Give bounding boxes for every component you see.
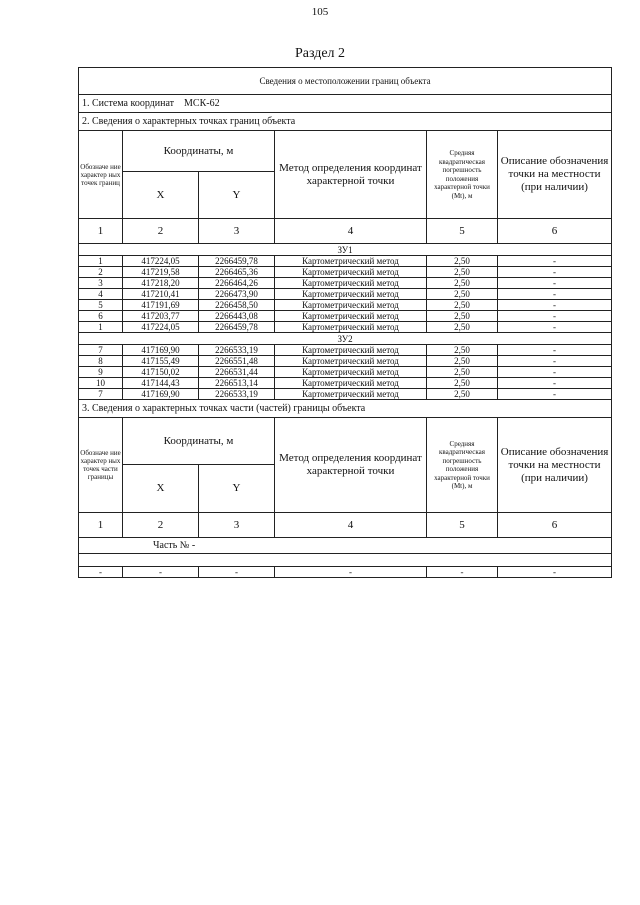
header-description: Описание обозначения точки на местности (при наличии) [498, 131, 612, 219]
column-number: 5 [427, 513, 498, 538]
table-row [79, 378, 612, 389]
table-row [79, 311, 612, 322]
description-cell: - [498, 345, 612, 356]
y-coordinate-cell: 2266533,19 [199, 345, 275, 356]
table-title: Сведения о местоположении границ объекта [79, 68, 612, 95]
boundary-table [78, 67, 612, 578]
section-3-label: 3. Сведения о характерных точках части (частей) границы объекта [79, 400, 612, 418]
error-cell: 2,50 [427, 278, 498, 289]
method-cell: Картометрический метод [275, 289, 427, 300]
column-number: 3 [199, 219, 275, 244]
header-y: Y [199, 172, 275, 219]
header-method: Метод определения координат характерной точки [275, 131, 427, 219]
x-coordinate-cell: 417144,43 [123, 378, 199, 389]
table-row [79, 256, 612, 267]
y-coordinate-cell: 2266459,78 [199, 322, 275, 333]
part-cell: - [275, 567, 427, 578]
error-cell: 2,50 [427, 345, 498, 356]
point-number-cell: 7 [79, 389, 123, 400]
y-coordinate-cell: 2266531,44 [199, 367, 275, 378]
y-coordinate-cell: 2266513,14 [199, 378, 275, 389]
x-coordinate-cell: 417169,90 [123, 345, 199, 356]
description-cell: - [498, 356, 612, 367]
spacer-row [79, 554, 612, 567]
y-coordinate-cell: 2266465,36 [199, 267, 275, 278]
coordinate-system-value: МСК-62 [184, 97, 220, 109]
y-coordinate-cell: 2266458,50 [199, 300, 275, 311]
header-description: Описание обозначения точки на местности (при наличии) [498, 418, 612, 513]
header-error: Средняя квадратическая погрешность положения характерной точки (Mt), м [427, 131, 498, 219]
header-error: Средняя квадратическая погрешность положения характерной точки (Mt), м [427, 418, 498, 513]
method-cell: Картометрический метод [275, 356, 427, 367]
header-coordinates: Координаты, м [123, 418, 275, 465]
description-cell: - [498, 378, 612, 389]
table-row [79, 300, 612, 311]
point-number-cell: 4 [79, 289, 123, 300]
section-2-label: 2. Сведения о характерных точках границ объекта [79, 113, 612, 131]
table-row [79, 356, 612, 367]
table-row [79, 322, 612, 333]
zone-label: ЗУ1 [79, 244, 612, 256]
header-x: X [123, 465, 199, 513]
point-number-cell: 1 [79, 322, 123, 333]
description-cell: - [498, 267, 612, 278]
y-coordinate-cell: 2266551,48 [199, 356, 275, 367]
description-cell: - [498, 389, 612, 400]
y-coordinate-cell: 2266443,08 [199, 311, 275, 322]
header-point-label: Обозначе ние характер ных точек границ [79, 131, 123, 219]
column-number: 2 [123, 219, 199, 244]
point-number-cell: 10 [79, 378, 123, 389]
x-coordinate-cell: 417191,69 [123, 300, 199, 311]
method-cell: Картометрический метод [275, 378, 427, 389]
error-cell: 2,50 [427, 389, 498, 400]
column-number: 1 [79, 513, 123, 538]
part-cell: - [427, 567, 498, 578]
point-number-cell: 2 [79, 267, 123, 278]
description-cell: - [498, 311, 612, 322]
part-label: Часть № - [79, 538, 612, 554]
y-coordinate-cell: 2266473,90 [199, 289, 275, 300]
column-number: 1 [79, 219, 123, 244]
y-coordinate-cell: 2266464,26 [199, 278, 275, 289]
x-coordinate-cell: 417218,20 [123, 278, 199, 289]
error-cell: 2,50 [427, 300, 498, 311]
error-cell: 2,50 [427, 367, 498, 378]
x-coordinate-cell: 417210,41 [123, 289, 199, 300]
table-row [79, 345, 612, 356]
coordinate-system [79, 95, 612, 113]
method-cell: Картометрический метод [275, 267, 427, 278]
error-cell: 2,50 [427, 311, 498, 322]
header-method: Метод определения координат характерной точки [275, 418, 427, 513]
description-cell: - [498, 289, 612, 300]
zone-label: ЗУ2 [79, 333, 612, 345]
part-cell: - [498, 567, 612, 578]
error-cell: 2,50 [427, 356, 498, 367]
error-cell: 2,50 [427, 378, 498, 389]
column-number: 6 [498, 219, 612, 244]
page-number: 105 [311, 6, 329, 18]
method-cell: Картометрический метод [275, 389, 427, 400]
x-coordinate-cell: 417224,05 [123, 322, 199, 333]
header-x: X [123, 172, 199, 219]
x-coordinate-cell: 417219,58 [123, 267, 199, 278]
column-number: 2 [123, 513, 199, 538]
point-number-cell: 1 [79, 256, 123, 267]
table-row [79, 267, 612, 278]
error-cell: 2,50 [427, 267, 498, 278]
table-row [79, 278, 612, 289]
point-number-cell: 8 [79, 356, 123, 367]
method-cell: Картометрический метод [275, 322, 427, 333]
header-coordinates: Координаты, м [123, 131, 275, 172]
x-coordinate-cell: 417155,49 [123, 356, 199, 367]
description-cell: - [498, 256, 612, 267]
coordinate-system-label: 1. Система координат [82, 97, 175, 109]
table-row [79, 389, 612, 400]
column-number: 4 [275, 219, 427, 244]
header-y: Y [199, 465, 275, 513]
description-cell: - [498, 322, 612, 333]
column-number: 6 [498, 513, 612, 538]
error-cell: 2,50 [427, 289, 498, 300]
part-cell: - [199, 567, 275, 578]
point-number-cell: 3 [79, 278, 123, 289]
method-cell: Картометрический метод [275, 367, 427, 378]
description-cell: - [498, 300, 612, 311]
method-cell: Картометрический метод [275, 345, 427, 356]
description-cell: - [498, 278, 612, 289]
part-cell: - [123, 567, 199, 578]
y-coordinate-cell: 2266533,19 [199, 389, 275, 400]
method-cell: Картометрический метод [275, 300, 427, 311]
section-title: Раздел 2 [294, 46, 346, 61]
point-number-cell: 5 [79, 300, 123, 311]
method-cell: Картометрический метод [275, 278, 427, 289]
x-coordinate-cell: 417150,02 [123, 367, 199, 378]
header-point-label: Обозначе ние характер ных точек части границы [79, 418, 123, 513]
x-coordinate-cell: 417224,05 [123, 256, 199, 267]
table-row [79, 367, 612, 378]
point-number-cell: 9 [79, 367, 123, 378]
table-row [79, 289, 612, 300]
column-number: 5 [427, 219, 498, 244]
part-cell: - [79, 567, 123, 578]
x-coordinate-cell: 417203,77 [123, 311, 199, 322]
method-cell: Картометрический метод [275, 311, 427, 322]
error-cell: 2,50 [427, 256, 498, 267]
description-cell: - [498, 367, 612, 378]
point-number-cell: 7 [79, 345, 123, 356]
column-number: 4 [275, 513, 427, 538]
column-number: 3 [199, 513, 275, 538]
point-number-cell: 6 [79, 311, 123, 322]
error-cell: 2,50 [427, 322, 498, 333]
x-coordinate-cell: 417169,90 [123, 389, 199, 400]
method-cell: Картометрический метод [275, 256, 427, 267]
y-coordinate-cell: 2266459,78 [199, 256, 275, 267]
